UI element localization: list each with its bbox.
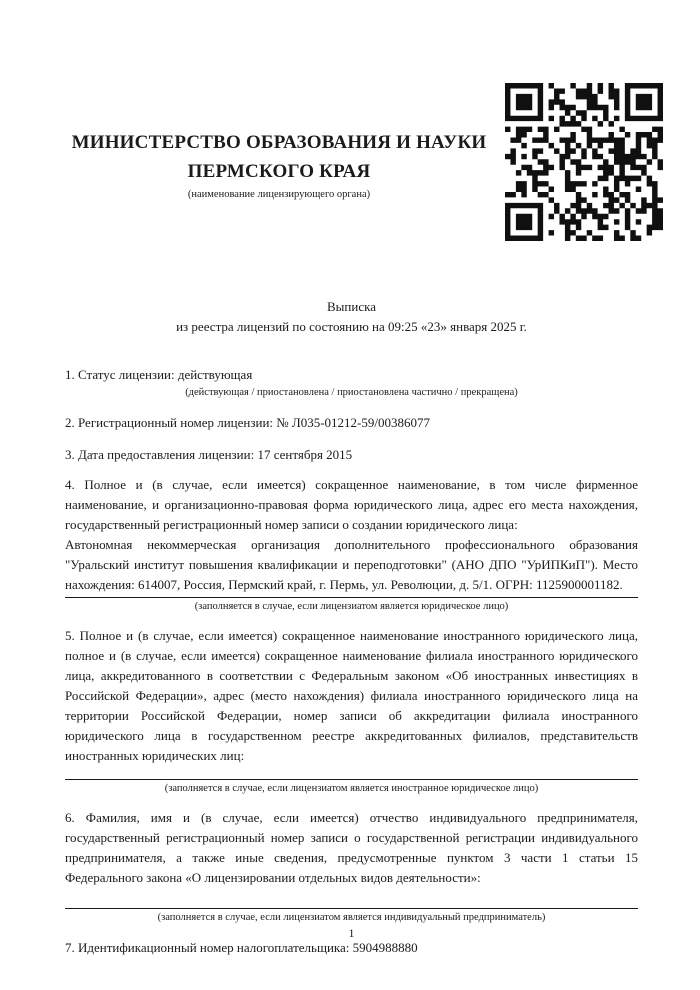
legal-entity-section-label: 4. Полное и (в случае, если имеется) сокращенное наименование, в том числе фирменное наименование, и организационно-правовая форма юридического лица, адрес его места нахождения, государственный регистрационный номер записи о создании юридического лица: xyxy=(65,477,638,532)
ministry-caption: (наименование лицензирующего органа) xyxy=(187,189,371,200)
ministry-name-line1: МИНИСТЕРСТВО ОБРАЗОВАНИЯ И НАУКИ xyxy=(71,132,487,153)
license-status-options-caption: (действующая / приостановлена / приостановлена частично / прекращена) xyxy=(185,387,518,398)
foreign-entity-caption: (заполняется в случае, если лицензиатом является иностранное юридическое лицо) xyxy=(164,783,539,794)
entrepreneur-section-label: 6. Фамилия, имя и (в случае, если имеется) отчество индивидуального предпринимателя, государственный регистрационный номер записи о государственной регистрации индивидуального предпринимателя, а также иные сведения, предусмотренные пунктом 3 части 1 статьи 15 Федерального закона «О лицензировании отдельных видов деятельности»: xyxy=(65,810,638,885)
document-body xyxy=(65,297,638,958)
fill-in-rule-entrepreneur xyxy=(65,908,638,909)
entrepreneur-caption: (заполняется в случае, если лицензиатом является индивидуальный предприниматель) xyxy=(157,912,546,923)
license-registration-number-line: 2. Регистрационный номер лицензии: № Л035-01212-59/00386077 xyxy=(65,415,431,430)
ministry-name-line2: ПЕРМСКОГО КРАЯ xyxy=(187,161,371,182)
foreign-entity-section-label: 5. Полное и (в случае, если имеется) сокращенное наименование иностранного юридического лица, полное и (в случае, если имеется) сокращенное наименование филиала иностранного юридического лица, аккредитованного в соответствии с Федеральным законом «Об иностранных инвестициях в Российской Федерации», адрес (место нахождения) филиала иностранного юридического лица на территории Российской Федерации, номер записи об аккредитации филиала иностранного юридического лица в государственном реестре аккредитованных филиалов, представительств иностранных юридических лиц: xyxy=(65,628,638,763)
document-title-line2: из реестра лицензий по состоянию на 09:25 «23» января 2025 г. xyxy=(176,319,527,334)
fill-in-rule-legal-entity xyxy=(65,597,638,598)
page-number: 1 xyxy=(348,926,355,940)
licensing-authority-block xyxy=(65,128,493,200)
license-grant-date-line: 3. Дата предоставления лицензии: 17 сентября 2015 xyxy=(65,447,353,462)
fill-in-rule-foreign-entity xyxy=(65,779,638,780)
qr-code-icon xyxy=(505,82,663,242)
document-title xyxy=(65,297,638,337)
taxpayer-id-line: 7. Идентификационный номер налогоплательщика: 5904988880 xyxy=(65,940,418,955)
legal-entity-value: Автономная некоммерческая организация дополнительного профессионального образования "Уральский институт повышения квалификации и переподготовки" (АНО ДПО "УрИПКиП"). Место нахождения: 614007, Россия, Пермский край, г. Пермь, ул. Революции, д. 5/1. ОГРН: 1125900001182. xyxy=(65,537,638,592)
license-status-line: 1. Статус лицензии: действующая xyxy=(65,367,253,382)
legal-entity-caption: (заполняется в случае, если лицензиатом является юридическое лицо) xyxy=(194,601,509,612)
document-title-line1: Выписка xyxy=(327,299,376,314)
